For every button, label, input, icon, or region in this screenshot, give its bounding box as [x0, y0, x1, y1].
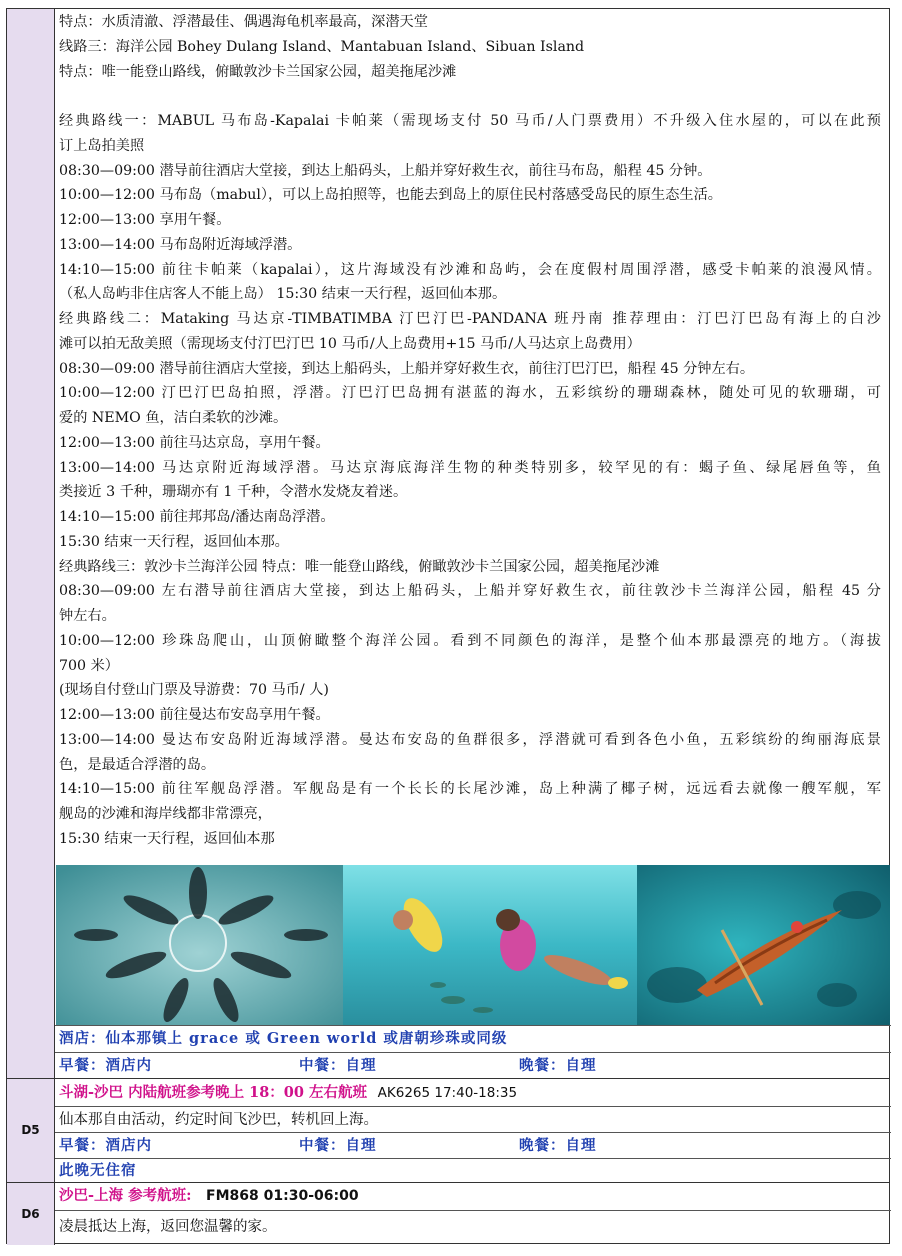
- canoe-photo: [637, 865, 890, 1025]
- itinerary-line: 爱的 NEMO 鱼，洁白柔软的沙滩。: [59, 410, 288, 426]
- itinerary-line: 线路三：海洋公园 Bohey Dulang Island、Mantabuan Island、Sibuan Island: [59, 38, 585, 55]
- d4-meals-row: [59, 1054, 885, 1078]
- itinerary-line: 特点：唯一能登山路线，俯瞰敦沙卡兰国家公园，超美拖尾沙滩: [59, 63, 457, 80]
- itinerary-line: 14:10—15:00 前往邦邦岛/潘达南岛浮潜。: [59, 509, 335, 525]
- itinerary-line: 08:30—09:00 左右潜导前往酒店大堂接，到达上船码头，上船并穿好救生衣，前往敦沙卡兰海洋公园，船程 45 分: [59, 583, 881, 600]
- itinerary-line: 14:10—15:00 前往军舰岛浮潜。军舰岛是有一个长长的长尾沙滩，岛上种满了椰子树，远远看去就像一艘军舰，军: [59, 781, 881, 798]
- d6-title: 沙巴-上海 参考航班:: [59, 1187, 192, 1204]
- photo-strip: [56, 865, 890, 1025]
- d5-title: 斗湖-沙巴 内陆航班参考晚上 18：00 左右航班: [59, 1084, 368, 1101]
- d6-title-row: [59, 1184, 885, 1208]
- d6-flight: FM868 01:30-06:00: [206, 1188, 359, 1204]
- d5-breakfast: 早餐：酒店内: [59, 1137, 152, 1154]
- itinerary-line: 经典路线三：敦沙卡兰海洋公园 特点：唯一能登山路线，俯瞰敦沙卡兰国家公园，超美拖尾沙滩: [59, 558, 660, 575]
- itinerary-line: 12:00—13:00 前往马达京岛，享用午餐。: [59, 434, 330, 451]
- d5-lunch: 中餐：自理: [299, 1137, 377, 1154]
- itinerary-line: （私人岛屿非住店客人不能上岛） 15:30 结束一天行程，返回仙本那。: [59, 286, 507, 303]
- itinerary-line: 10:00—12:00 珍珠岛爬山，山顶俯瞰整个海洋公园。看到不同颜色的海洋，是整个仙本那最漂亮的地方。（海拔: [59, 632, 881, 649]
- snorkelers-photo: [343, 865, 637, 1025]
- day-cell-d5: [7, 1078, 55, 1182]
- itinerary-line: 滩可以拍无敌美照（需现场支付汀巴汀巴 10 马币/人上岛费用+15 马币/人马达京上岛费用）: [59, 335, 641, 352]
- day-cell-d6: [7, 1182, 55, 1245]
- d5-lodging: 此晚无住宿: [59, 1162, 137, 1179]
- itinerary-line: 订上岛拍美照: [59, 137, 145, 154]
- day-label-d5: D5: [21, 1123, 40, 1137]
- itinerary-line: 08:30—09:00 潜导前往酒店大堂接，到达上船码头，上船并穿好救生衣，前往马布岛，船程 45 分钟。: [59, 162, 712, 179]
- d5-flight: AK6265 17:40-18:35: [377, 1085, 518, 1101]
- itinerary-line: 钟左右。: [59, 608, 116, 624]
- itinerary-line: 15:30 结束一天行程，返回仙本那。: [59, 533, 289, 550]
- d5-description: 仙本那自由活动，约定时间飞沙巴，转机回上海。: [59, 1112, 378, 1128]
- itinerary-line: 特点：水质清澈、浮潜最佳、偶遇海龟机率最高，深潜天堂: [59, 14, 428, 30]
- day-cell-d4: [7, 9, 55, 1078]
- d4-dinner: 晚餐：自理: [519, 1057, 597, 1074]
- itinerary-line: 13:00—14:00 马布岛附近海域浮潜。: [59, 236, 302, 253]
- d5-dinner: 晚餐：自理: [519, 1137, 597, 1154]
- d5-title-row: [59, 1081, 885, 1105]
- itinerary-line: 经典路线二：Mataking 马达京-TIMBATIMBA 汀巴汀巴-PANDANA 班丹南 推荐理由：汀巴汀巴岛有海上的白沙: [59, 311, 881, 327]
- itinerary-line: 12:00—13:00 享用午餐。: [59, 212, 231, 228]
- itinerary-line: 15:30 结束一天行程，返回仙本那: [59, 830, 275, 847]
- itinerary-line: 经典路线一：MABUL 马布岛-Kapalai 卡帕莱（需现场支付 50 马币/人门票费用）不升级入住水屋的，可以在此预: [59, 113, 881, 129]
- d5-meals-row: [59, 1134, 885, 1158]
- d6-description: 凌晨抵达上海，返回您温馨的家。: [59, 1219, 277, 1235]
- d4-hotel: 酒店：仙本那镇上 grace 或 Green world 或唐朝珍珠或同级: [59, 1030, 508, 1047]
- d4-itinerary-text: [59, 11, 885, 859]
- itinerary-line: 类接近 3 千种，珊瑚亦有 1 千种，令潜水发烧友着迷。: [59, 484, 408, 501]
- itinerary-line: 08:30—09:00 潜导前往酒店大堂接，到达上船码头，上船并穿好救生衣，前往汀巴汀巴，船程 45 分钟左右。: [59, 360, 755, 377]
- d4-breakfast: 早餐：酒店内: [59, 1057, 152, 1074]
- itinerary-line: 舰岛的沙滩和海岸线都非常漂亮，: [59, 806, 272, 822]
- itinerary-line: 12:00—13:00 前往曼达布安岛享用午餐。: [59, 707, 330, 723]
- d4-lunch: 中餐：自理: [299, 1057, 377, 1074]
- itinerary-line: 色，是最适合浮潜的岛。: [59, 756, 216, 773]
- itinerary-line: 13:00—14:00 曼达布安岛附近海域浮潜。曼达布安岛的鱼群很多，浮潜就可看到各色小鱼，五彩缤纷的绚丽海底景: [59, 731, 881, 748]
- itinerary-line: 14:10—15:00 前往卡帕莱（kapalai），这片海域没有沙滩和岛屿，会在度假村周围浮潜，感受卡帕莱的浪漫风情。: [59, 261, 881, 278]
- day-label-d6: D6: [21, 1206, 40, 1221]
- itinerary-line: 700 米）: [59, 657, 119, 674]
- itinerary-line: 10:00—12:00 汀巴汀巴岛拍照，浮潜。汀巴汀巴岛拥有湛蓝的海水，五彩缤纷的珊瑚森林，随处可见的软珊瑚，可: [59, 385, 881, 402]
- divers-circle-photo: [56, 865, 343, 1025]
- itinerary-line: (现场自付登山门票及导游费：70 马币/ 人): [59, 682, 329, 699]
- itinerary-table: [6, 8, 890, 1244]
- itinerary-line: 13:00—14:00 马达京附近海域浮潜。马达京海底海洋生物的种类特别多，较罕见的有：蝎子鱼、绿尾唇鱼等，鱼: [59, 459, 881, 476]
- itinerary-line: 10:00—12:00 马布岛（mabul），可以上岛拍照等，也能去到岛上的原住民村落感受岛民的原生态生活。: [59, 187, 722, 204]
